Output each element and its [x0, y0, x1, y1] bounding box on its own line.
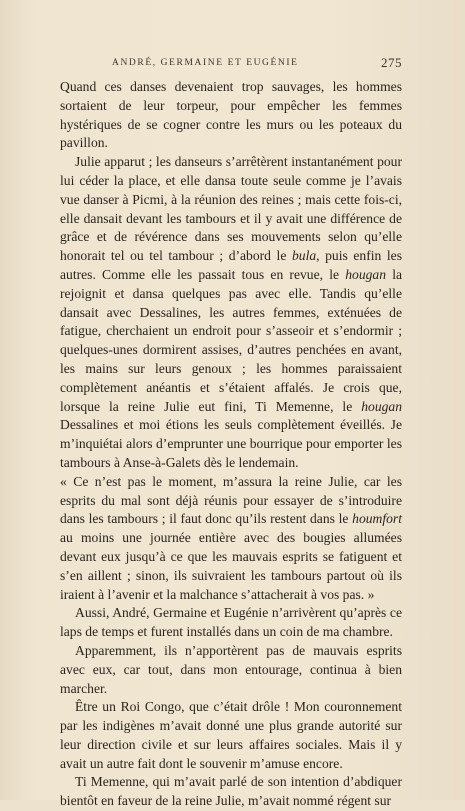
italic-term: hougan	[345, 266, 386, 282]
italic-term: houmfort	[352, 511, 402, 527]
italic-term: hougan	[361, 398, 402, 414]
text-run: Aussi, André, Germaine et Eugénie n’arrivèrent qu’après ce laps de temps et furent installés dans un coin de ma chambre.	[60, 605, 402, 640]
paragraph	[60, 698, 402, 773]
running-head	[60, 55, 402, 71]
italic-term: bula	[291, 248, 317, 264]
text-run: Ti Memenne, qui m’avait parlé de son intention d’abdiquer bientôt en faveur de la reine Julie, m’avait nommé régent sur	[60, 774, 402, 809]
text-run: Julie apparut ; les danseurs s’arrêtèrent instantanément pour lui céder la place, et elle dansa toute seule comme je l’avais vue danser à Picmi, à la réunion des reines ; mais cette fois-ci, elle dansait devant les tambours et il y avait une différence de grâce et de révérence dans ses mouvements selon qu’elle honorait tel ou tel tambour ; d’abord le	[60, 154, 402, 264]
body-text	[60, 78, 402, 811]
text-run: Dessalines et moi étions les seuls complètement éveillés. Je m’inquiétai alors d’emprunter une bourrique pour emporter les tambours à Anse-à-Galets dès le lendemain.	[60, 417, 402, 470]
running-title: ANDRÉ, GERMAINE ET EUGÉNIE	[112, 58, 299, 68]
text-run: , puis enfin les autres. Comme elle les passait tous en revue, le	[60, 248, 403, 282]
paragraph	[60, 78, 402, 153]
paragraph	[60, 773, 402, 811]
paragraph	[60, 153, 402, 473]
text-run: Être un Roi Congo, que c’était drôle ! Mon couronnement par les indigènes m’avait donné une plus grande autorité sur leur direction civile et sur leurs affaires sociales. Mais il y avait un autre fait dont le souvenir m’amuse encore.	[60, 699, 402, 771]
paragraph	[60, 642, 402, 698]
text-run: au moins une journée entière avec des bougies allumées devant eux jusqu’à ce que les mauvais esprits se fatiguent et s’en aillent ; sinon, ils suivraient les tambours partout où ils iraient à l’avenir et la malchance s’attacherait à vos pas. »	[60, 530, 402, 602]
text-run: Quand ces danses devenaient trop sauvages, les hommes sortaient de leur torpeur, pour empêcher les femmes hystériques de se cogner contre les murs ou les poteaux du pavillon.	[60, 79, 402, 151]
text-run: « Ce n’est pas le moment, m’assura la reine Julie, car les esprits du mal sont déjà réunis pour essayer de s’introduire dans les tambours ; il faut donc qu’ils restent dans le	[60, 473, 402, 527]
paragraph	[60, 604, 402, 642]
text-run: la rejoignit et dansa quelques pas avec elle. Tandis qu’elle dansait avec Dessalines, les autres femmes, exténuées de fatigue, cherchaient un endroit pour s’asseoir et s’endormir ; quelques-unes dormirent assises, d’autres penchées en avant, les mains sur leurs genoux ; les hommes paraissaient complètement anéantis et s’étaient affalés. Je crois que, lorsque la reine Julie eut fini, Ti Memenne, le	[60, 266, 402, 414]
paragraph	[60, 473, 402, 605]
page-number: 275	[381, 55, 402, 70]
text-run: Apparemment, ils n’apportèrent pas de mauvais esprits avec eux, car tout, dans mon entourage, continua à bien marcher.	[60, 642, 402, 696]
